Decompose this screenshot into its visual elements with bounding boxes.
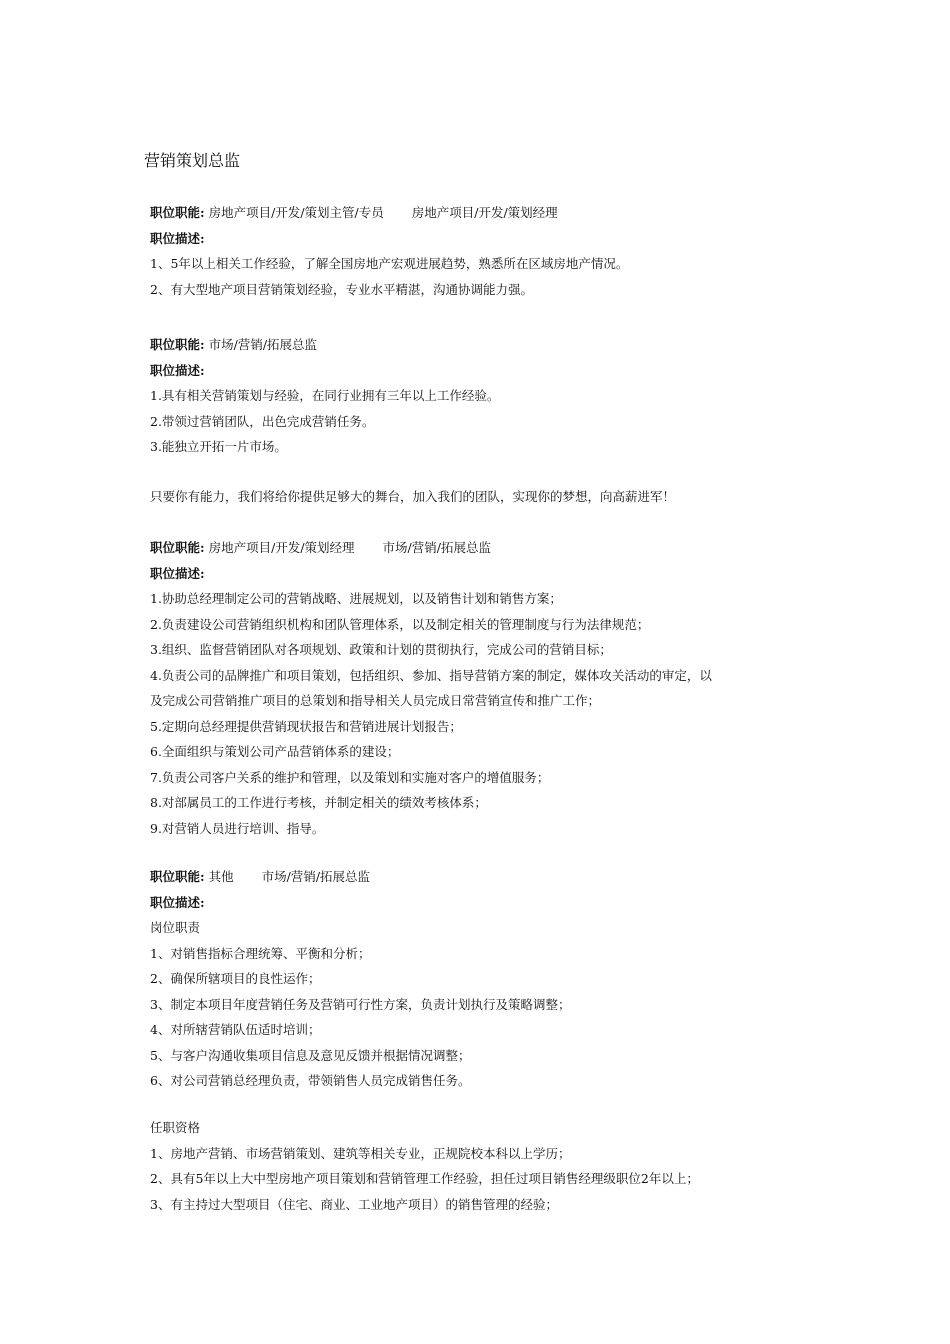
function-value: 房地产项目/开发/策划经理 [411, 205, 558, 220]
job-section-3 [150, 535, 830, 841]
function-label: 职位职能: [150, 869, 205, 884]
job-section-4 [150, 864, 830, 1094]
function-label: 职位职能: [150, 337, 205, 352]
list-item: 3.组织、监督营销团队对各项规划、政策和计划的贯彻执行，完成公司的营销目标； [150, 642, 612, 657]
list-item: 2、确保所辖项目的良性运作； [150, 971, 321, 986]
list-item: 8.对部属员工的工作进行考核，并制定相关的绩效考核体系； [150, 795, 487, 810]
list-item: 2.带领过营销团队，出色完成营销任务。 [150, 413, 375, 429]
list-item: 1.协助总经理制定公司的营销战略、进展规划，以及销售计划和销售方案； [150, 591, 562, 606]
job-function-line [150, 332, 830, 358]
qualifications-section [150, 1115, 830, 1217]
document-title: 营销策划总监 [144, 151, 241, 170]
list-item: 4、对所辖营销队伍适时培训； [150, 1022, 321, 1037]
list-item: 2.负责建设公司营销组织机构和团队管理体系，以及制定相关的管理制度与行为法律规范； [150, 616, 650, 632]
list-item: 2、有大型地产项目营销策划经验，专业水平精湛，沟通协调能力强。 [150, 281, 533, 297]
list-item: 3、有主持过大型项目（住宅、商业、工业地产项目）的销售管理的经验； [150, 1196, 558, 1212]
function-value: 市场/营销/拓展总监 [382, 540, 491, 555]
qualifications-heading: 任职资格 [150, 1120, 201, 1135]
list-item: 5、与客户沟通收集项目信息及意见反馈并根据情况调整； [150, 1047, 471, 1063]
function-label: 职位职能: [150, 540, 205, 555]
description-label: 职位描述: [150, 565, 205, 581]
description-label: 职位描述: [150, 362, 205, 378]
list-item: 3、制定本项目年度营销任务及营销可行性方案，负责计划执行及策略调整； [150, 996, 571, 1012]
function-value: 房地产项目/开发/策划主管/专员 [208, 205, 384, 220]
list-item: 1、5年以上相关工作经验，了解全国房地产宏观进展趋势，熟悉所在区域房地产情况。 [150, 256, 629, 271]
list-item: 6.全面组织与策划公司产品营销体系的建设； [150, 744, 400, 759]
slogan-section [150, 484, 830, 510]
duties-heading: 岗位职责 [150, 920, 201, 935]
job-function-line [150, 864, 830, 890]
job-section-1 [150, 200, 830, 302]
list-item: 6、对公司营销总经理负责，带领销售人员完成销售任务。 [150, 1073, 471, 1088]
function-label: 职位职能: [150, 205, 205, 220]
slogan-text: 只要你有能力，我们将给你提供足够大的舞台，加入我们的团队，实现你的梦想，向高薪进军！ [150, 489, 676, 504]
function-value: 市场/营销/拓展总监 [261, 869, 371, 884]
list-item: 1.具有相关营销策划与经验，在同行业拥有三年以上工作经验。 [150, 388, 500, 403]
description-label: 职位描述: [150, 894, 205, 910]
list-item: 5.定期向总经理提供营销现状报告和营销进展计划报告； [150, 718, 462, 734]
job-section-2 [150, 332, 830, 460]
list-item: 1、对销售指标合理统筹、平衡和分析； [150, 945, 371, 961]
function-value: 市场/营销/拓展总监 [208, 337, 318, 352]
list-item: 2、具有5年以上大中型房地产项目策划和营销管理工作经验，担任过项目销售经理级职位2年以上； [150, 1171, 699, 1186]
function-value: 房地产项目/开发/策划经理 [208, 540, 355, 555]
list-item: 及完成公司营销推广项目的总策划和指导相关人员完成日常营销宣传和推广工作； [150, 693, 601, 708]
list-item: 7.负责公司客户关系的维护和管理，以及策划和实施对客户的增值服务； [150, 769, 550, 785]
list-item: 9.对营销人员进行培训、指导。 [150, 820, 325, 836]
function-value: 其他 [208, 869, 234, 884]
list-item: 1、房地产营销、市场营销策划、建筑等相关专业，正规院校本科以上学历； [150, 1145, 571, 1161]
job-function-line [150, 535, 830, 561]
list-item: 3.能独立开拓一片市场。 [150, 439, 287, 454]
list-item: 4.负责公司的品牌推广和项目策划，包括组织、参加、指导营销方案的制定，媒体攻关活动的审定，以 [150, 667, 712, 683]
description-label: 职位描述: [150, 230, 205, 246]
job-function-line [150, 200, 830, 226]
